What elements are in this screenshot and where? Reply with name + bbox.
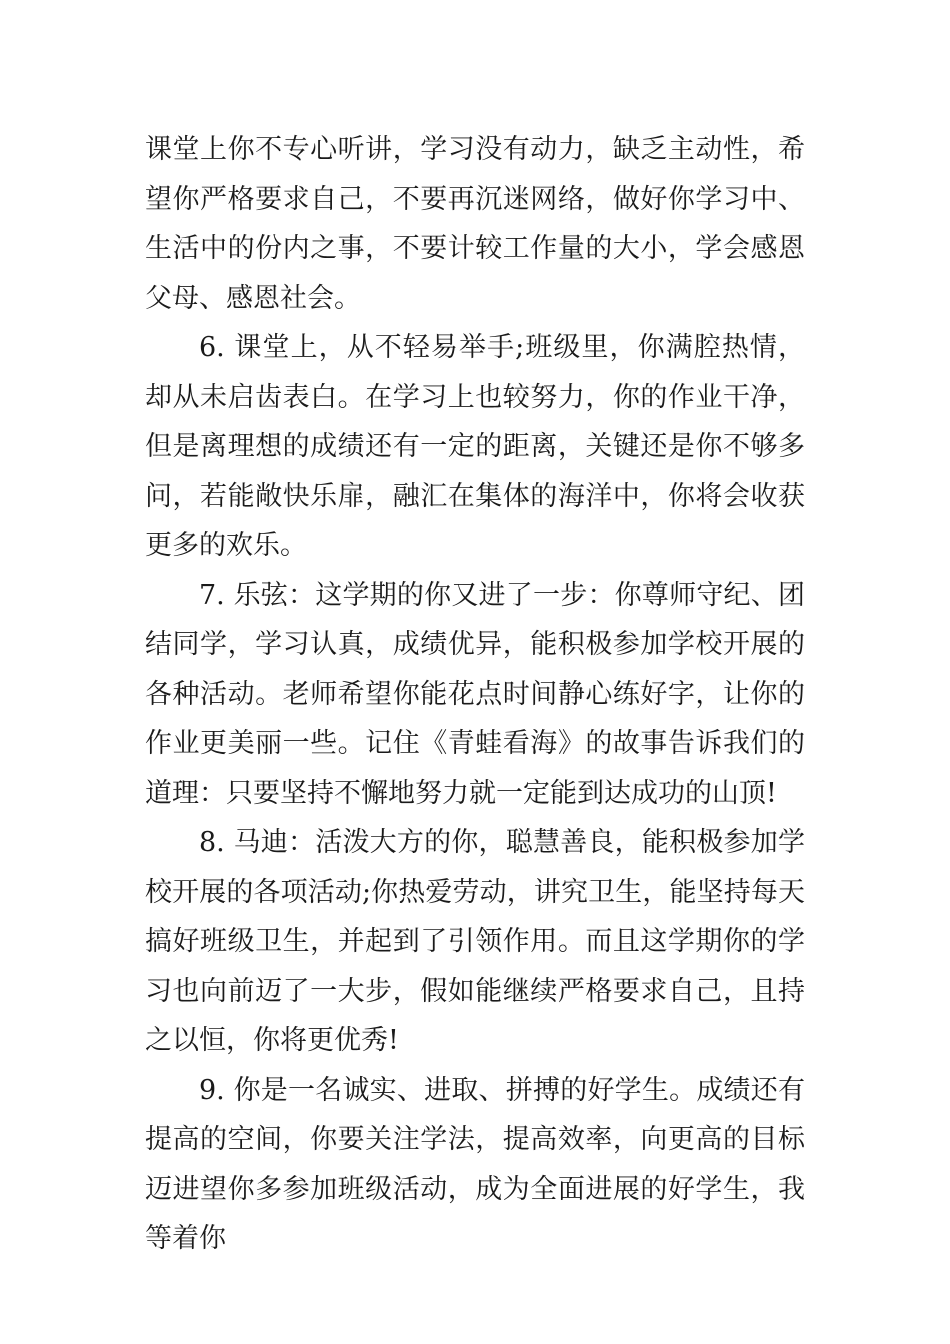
paragraph-continuation: 课堂上你不专心听讲，学习没有动力，缺乏主动性，希望你严格要求自己，不要再沉迷网络，做好你学习中、生活中的份内之事，不要计较工作量的大小，学会感恩父母、感恩社会。 [145,134,805,314]
paragraph-item-8: 8. 马迪：活泼大方的你，聪慧善良，能积极参加学校开展的各项活动;你热爱劳动，讲究卫生，能坚持每天搞好班级卫生，并起到了引领作用。而且这学期你的学习也向前迈了一大步，假如能继续严格要求自己，且持之以恒，你将更优秀! [145,827,805,1056]
paragraph-item-9: 9. 你是一名诚实、进取、拼搏的好学生。成绩还有提高的空间，你要关注学法，提高效率，向更高的目标迈进望你多参加班级活动，成为全面进展的好学生，我等着你 [145,1074,805,1254]
paragraph-item-7: 7. 乐弦：这学期的你又进了一步：你尊师守纪、团结同学，学习认真，成绩优异，能积极参加学校开展的各种活动。老师希望你能花点时间静心练好字，让你的作业更美丽一些。记住《青蛙看海》的故事告诉我们的道理：只要坚持不懈地努力就一定能到达成功的山顶! [145,579,805,809]
document-body [145,125,805,1264]
paragraph-item-6: 6. 课堂上，从不轻易举手;班级里，你满腔热情，却从未启齿表白。在学习上也较努力，你的作业干净，但是离理想的成绩还有一定的距离，关键还是你不够多问，若能敞快乐扉，融汇在集体的海洋中，你将会收获更多的欢乐。 [145,332,805,561]
